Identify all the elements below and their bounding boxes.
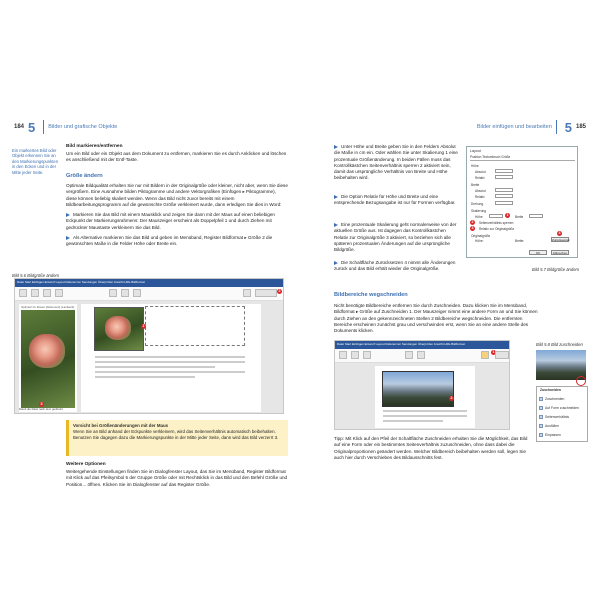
right-page (300, 0, 600, 600)
marker-2: 2 (471, 220, 474, 224)
section-heading-zuschneiden: Bildbereiche wegschneiden (334, 292, 408, 298)
picture-style-icon[interactable] (405, 351, 413, 359)
dialog-label: Breite (471, 183, 480, 187)
word-screenshot-resize (14, 278, 284, 414)
word-screenshot-crop (334, 340, 510, 430)
list-item: Eine prozentuale Skalierung geht normalerweise von der aktuellen Größe aus. Ist dagegen das Kontrollkästchen Relativ zur Originalgröße 3 aktiviert, so beziehen sich alle späteren prozentualen Änderungen auf die ursprüngliche Bildgröße. (334, 222, 457, 253)
cancel-button[interactable]: Abbrechen (552, 251, 568, 255)
marker-4: 4 (558, 231, 561, 235)
dialog-label: Breite (515, 215, 524, 219)
header-divider (556, 120, 557, 134)
menu-item-crop-to-shape[interactable]: Auf Form zuschneiden (545, 406, 579, 410)
list-item: Markieren Sie das Bild mit einem Mausklick und zeigen Sie dann mit der Maus auf einen beliebigen Eckpunkt der Markierungsrahmens: Der Mauszeiger erscheint als Doppelpfeil 1 und durch Ziehen mit gedrückter Maustaste verkleinern Sie das Bild. (66, 212, 275, 230)
corrections-icon[interactable] (351, 351, 359, 359)
fit-icon (539, 433, 543, 437)
dialog-label: Absolut (475, 170, 486, 174)
right-chapter-title: Bilder einfügen und bearbeiten (476, 124, 552, 130)
bullet-arrow-icon (334, 223, 338, 227)
text-line (383, 420, 443, 422)
ribbon-bar (335, 341, 509, 349)
list-item: Unter Höhe und Breite geben Sie in den Feldern Absolut die Maße in cm ein. Oder wählen Sie unter Skalierung 1 eine prozentuale Größenänderung. In beiden Fällen muss das Kontrollkästchen Seitenverhältnis sperren 2 aktiviert sein, damit das ursprüngliche Verhältnis von Breite und Höhe beibehalten wird. (334, 144, 458, 181)
bullet-arrow-icon (66, 236, 70, 240)
text-line (95, 356, 245, 358)
fill-icon (539, 424, 543, 428)
marker-2: 2 (278, 289, 281, 293)
text-line (95, 371, 245, 373)
dialog-label: Breite: (515, 239, 525, 243)
document-area (15, 301, 283, 413)
rose-flower (29, 334, 65, 368)
crop-icon[interactable] (481, 351, 489, 359)
picture-style-icon[interactable] (133, 289, 141, 297)
picture-style-icon[interactable] (417, 351, 425, 359)
color-icon[interactable] (363, 351, 371, 359)
color-icon[interactable] (43, 289, 51, 297)
menu-item-aspect-ratio[interactable]: Seitenverhältnis (545, 415, 570, 419)
section-text-optionen: Weitergehende Einstellungen finden Sie im Dialogfenster Layout, das Sie im Menüband, Register Bildformat mit Klick auf das Pfeilsymbol 5 der Gruppe Größe oder mit Rechtsklick in das Bild und den Befehl Größe und Position... öffnen. Klicken Sie im Dialogfenster auf das Register Größe. (66, 469, 288, 487)
scale-height-field[interactable] (489, 214, 503, 218)
dialog-label: Skalierung (471, 209, 487, 213)
resize-outline (145, 306, 245, 346)
section-heading-optionen: Weitere Optionen (66, 462, 106, 467)
crop-caption: Bild 5.8 Bild zuschneiden (536, 342, 583, 347)
text-line (383, 410, 467, 412)
dialog-label: Höhe (475, 215, 483, 219)
ribbon-toolbar (335, 349, 509, 363)
bullet-arrow-icon (334, 195, 338, 199)
section-text-zuschneiden: Nicht benötigte Bildbereiche entfernen Sie durch Zuschneiden. Dazu klicken Sie im Menüband, Bildformat ▸ Größe auf Zuschneiden 1. Der Mauszeiger nimmt eine andere Form an und Sie können durch Ziehen an den gekennzeichneten Stellen 2 Bildbereiche wegschneiden. Die entfernten Bereiche erscheinen zunächst grau und verschwinden erst, wenn Sie an eine andere Stelle des Dokuments klicken. (334, 303, 538, 334)
dialog-label: Höhe (471, 164, 479, 168)
header-divider (43, 120, 44, 134)
ribbon-tabs: Datei Start Einfügen Entwurf Layout Referenzen Sendungen Überprüfen Ansicht Hilfe Bildformat (337, 342, 465, 346)
remove-background-icon[interactable] (19, 289, 27, 297)
left-chapter-number: 5 (28, 119, 36, 135)
checkbox-relative-original[interactable]: Relativ zur Originalgröße (479, 227, 515, 231)
right-page-number: 185 (575, 124, 586, 130)
note-title: Vorsicht bei Größenänderungen mit der Maus (73, 423, 169, 428)
corrections-icon[interactable] (31, 289, 39, 297)
crop-icon[interactable] (243, 289, 251, 297)
reset-button[interactable]: Zurücksetzen (552, 238, 571, 242)
document-page-preview (19, 304, 77, 412)
section-heading-groesse: Größe ändern (66, 173, 103, 179)
right-header (477, 120, 586, 134)
text-line (95, 366, 215, 368)
picture-style-icon[interactable] (109, 289, 117, 297)
crop-arrow-highlight (576, 376, 586, 386)
dialog-label: Drehung (471, 202, 484, 206)
text-line (95, 361, 245, 363)
size-fields[interactable] (495, 351, 509, 359)
size-fields[interactable] (255, 289, 277, 297)
height-absolute-field[interactable] (495, 169, 513, 173)
bullet-arrow-icon (66, 213, 70, 217)
height-relative-field[interactable] (495, 175, 513, 179)
text-line (95, 376, 195, 378)
marker-1: 1 (506, 213, 509, 217)
preview-footnote: Damit die Datei nach dem gedruckt (19, 407, 63, 411)
artistic-effects-icon[interactable] (55, 289, 63, 297)
aspect-ratio-icon (539, 415, 543, 419)
figure-caption: Bild 5.6 Bildgröße ändern (12, 273, 60, 278)
width-absolute-field[interactable] (495, 188, 513, 192)
marker-1: 1 (142, 324, 145, 328)
list-item: Die Schaltfläche Zurücksetzen 4 nimmt alle Änderungen zurück und das Bild erhält wieder die Originalgröße. (334, 260, 456, 272)
ribbon-bar (15, 279, 283, 287)
list-item: Die Option Relativ für Höhe und Breite und eine entsprechende Bezugsangabe ist nur für Formen verfügbar. (334, 194, 456, 206)
ribbon-tabs: Datei Start Einfügen Entwurf Layout Referenzen Sendungen Überprüfen Ansicht Hilfe Bildformat (17, 280, 145, 284)
dialog-caption: Bild 5.7 Bildgröße ändern (532, 267, 580, 272)
scale-width-field[interactable] (529, 214, 543, 218)
dialog-title: Layout (470, 149, 481, 153)
menu-item-fit[interactable]: Einpassen (545, 433, 561, 437)
rotation-field[interactable] (495, 201, 513, 205)
margin-note: Ein markiertes Bild oder Objekt erkennen Sie an den Markierungspunkten in den Ecken und in der Mitte jeder Seite. (12, 148, 59, 175)
menu-item-crop[interactable]: Zuschneiden (545, 397, 565, 401)
dialog-label: Höhe: (475, 239, 484, 243)
width-relative-field[interactable] (495, 194, 513, 198)
crop-icon (539, 397, 543, 401)
dialog-label: Absolut (475, 189, 486, 193)
dialog-label: Relativ (475, 176, 485, 180)
section-text-groesse: Optimale Bildqualität erhalten Sie nur mit Bildern in der Originalgröße oder kleiner, nicht aber, wenn Sie diese vergrößern. Eine Ausnahme bilden Piktogramme und andere Vektorgrafiken (Einfügen ▸ Piktogramme), diese können beliebig skaliert werden. Wenn das Bild nicht zuvor bereits mit einem Bildbearbeitungsprogramm auf die gewünschte Größe verkleinert wurde, dann erledigen Sie dies in Word: (66, 183, 288, 207)
tab-divider (470, 160, 575, 161)
marker-2: 2 (450, 396, 453, 400)
tip-text: Tipp: Mit Klick auf den Pfeil der Schaltfläche Zuschneiden erhalten Sie die Möglichkeit, das Bild auf eine Form oder ein bestimmtes Seitenverhältnis zuzuschneiden, ohne dass dabei die Originalproportionen geändert werden. Welcher Bildbereich beibehalten werden soll, legen Sie auch hier durch Verschieben des Bildausschnitts fest. (334, 436, 528, 460)
text-line (383, 415, 467, 417)
remove-background-icon[interactable] (339, 351, 347, 359)
crop-dropdown-menu (536, 386, 588, 442)
section-heading-markieren: Bild markieren/entfernen (66, 144, 123, 149)
landscape-photo-crop[interactable] (383, 372, 453, 406)
checkbox-lock-aspect[interactable]: Seitenverhältnis sperren (479, 221, 514, 225)
marker-3: 3 (471, 226, 474, 230)
left-header (14, 120, 117, 134)
shape-icon (539, 406, 543, 410)
marker-3: 3 (40, 402, 43, 406)
warning-note (66, 420, 288, 456)
ribbon-toolbar (15, 287, 283, 301)
note-text: Wenn Sie an Bild anhand der Eckpunkte verkleinern, wird das Seitenverhältnis automatisch beibehalten. Benutzen Sie dagegen dazu die Markierungspunkte in der Mitte jeder Seite, dann wird das Bild verzerrt 3. (73, 428, 279, 440)
document-page (375, 366, 475, 428)
right-chapter-number: 5 (564, 119, 572, 135)
dialog-label: Originalgröße (471, 234, 491, 238)
dialog-label: Relativ (475, 195, 485, 199)
document-page (81, 304, 261, 412)
ok-button[interactable]: OK (529, 250, 547, 255)
preview-label: Optimiert zu Rosen (Dokument) (Laufwerk) (21, 305, 75, 309)
layout-dialog (466, 146, 578, 258)
section-text-markieren: Um ein Bild oder ein Objekt aus dem Dokument zu entfernen, markieren Sie es durch Anklicken und löschen es anschließend mit der Entf-Taste. (66, 151, 287, 163)
crop-menu-title: Zuschneiden (540, 388, 561, 392)
bullet-arrow-icon (334, 261, 338, 265)
left-page-number: 184 (14, 124, 25, 130)
rose-flower-small (105, 316, 131, 340)
list-item: Als Alternative markieren Sie das Bild und geben im Menüband, Register Bildformat ▸ Größe 2 die gewünschten Maße in die Felder Höhe oder Breite ein. (66, 235, 273, 247)
marker-1: 1 (492, 350, 495, 354)
left-chapter-title: Bilder und grafische Objekte (48, 124, 118, 130)
picture-style-icon[interactable] (121, 289, 129, 297)
dialog-tabs[interactable]: Position Textumbruch Größe (470, 155, 511, 159)
menu-item-fill[interactable]: Ausfüllen (545, 424, 559, 428)
document-area (335, 363, 509, 429)
bullet-arrow-icon (334, 145, 338, 149)
